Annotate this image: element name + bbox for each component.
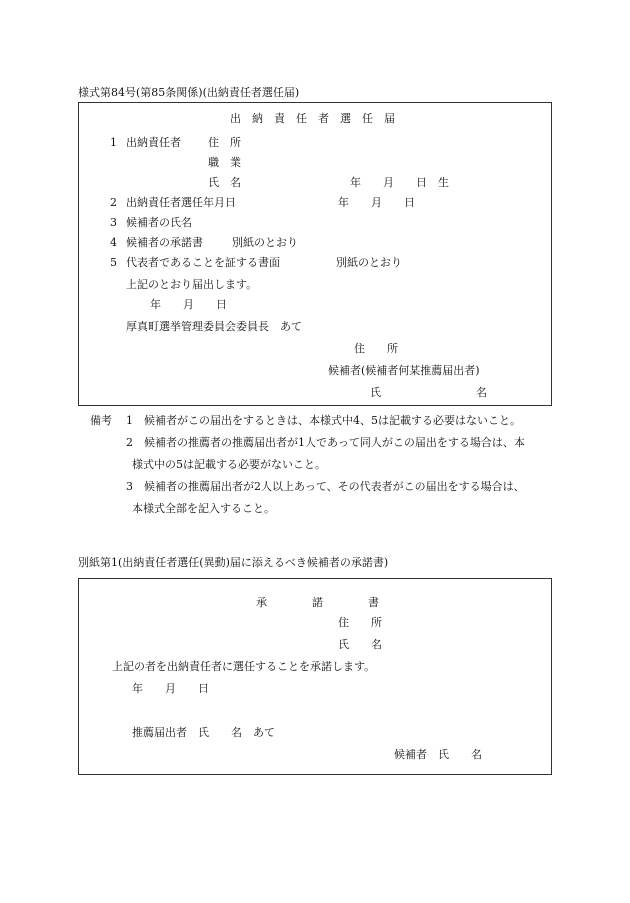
form2-title-part-1: 承: [256, 596, 267, 609]
row1-label: 出納責任者: [126, 136, 181, 149]
row4-value: 別紙のとおり: [232, 236, 298, 249]
form2-consent: 上記の者を出納責任者に選任することを承諾します。: [112, 660, 376, 673]
form1-title: 出 納 責 任 者 選 任 届: [230, 112, 395, 125]
note-3-number: 3: [126, 480, 133, 493]
notes-header: 備考: [90, 414, 112, 427]
row4-label: 候補者の承諾書: [126, 236, 203, 249]
row3-label: 候補者の氏名: [126, 216, 192, 229]
sender-name-right: 名: [476, 386, 487, 399]
addressee: 厚真町選挙管理委員会委員長 あて: [126, 320, 302, 333]
note-1-number: 1: [126, 414, 133, 427]
row3-number: 3: [110, 216, 117, 229]
sender-name-left: 氏: [370, 386, 381, 399]
note-2-continuation: 様式中の5は記載する必要がないこと。: [132, 458, 326, 471]
row1-address-label: 住 所: [208, 136, 241, 149]
sender-address-label: 住 所: [354, 342, 398, 355]
row1-birthdate: 年 月 日 生: [350, 176, 449, 189]
note-2-text: 候補者の推薦者の推薦届出者が1人であって同人がこの届出をする場合は、本: [144, 436, 525, 449]
form2-address-label: 住 所: [338, 616, 382, 629]
row5-number: 5: [110, 256, 117, 269]
form2-name-label: 氏 名: [338, 638, 382, 651]
row2-number: 2: [110, 196, 117, 209]
row1-name-label: 氏 名: [208, 176, 241, 189]
form2-date: 年 月 日: [132, 682, 209, 695]
row5-label: 代表者であることを証する書面: [126, 256, 280, 269]
row1-occupation-label: 職 業: [208, 156, 241, 169]
row2-label: 出納責任者選任年月日: [126, 196, 236, 209]
form2-title-part-2: 諾: [312, 596, 323, 609]
declaration: 上記のとおり届出します。: [126, 278, 258, 291]
note-1-text: 候補者がこの届出をするときは、本様式中4、5は記載する必要はないこと。: [144, 414, 521, 427]
note-2-number: 2: [126, 436, 133, 449]
sender-role: 候補者(候補者何某推薦届出者): [328, 364, 480, 377]
form2-caption: 別紙第1(出納責任者選任(異動)届に添えるべき候補者の承諾書): [78, 556, 389, 569]
note-3-text: 候補者の推薦届出者が2人以上あって、その代表者がこの届出をする場合は、: [144, 480, 525, 493]
form2-title-part-3: 書: [368, 596, 379, 609]
form2-addressee: 推薦届出者 氏 名 あて: [132, 726, 275, 739]
form1-caption: 様式第84号(第85条関係)(出納責任者選任届): [78, 86, 300, 99]
row4-number: 4: [110, 236, 117, 249]
row2-date: 年 月 日: [338, 196, 415, 209]
row1-number: 1: [110, 136, 117, 149]
submission-date: 年 月 日: [150, 298, 227, 311]
row5-value: 別紙のとおり: [336, 256, 402, 269]
form2-candidate: 候補者 氏 名: [394, 748, 482, 761]
note-3-continuation: 本様式全部を記入すること。: [132, 502, 275, 515]
